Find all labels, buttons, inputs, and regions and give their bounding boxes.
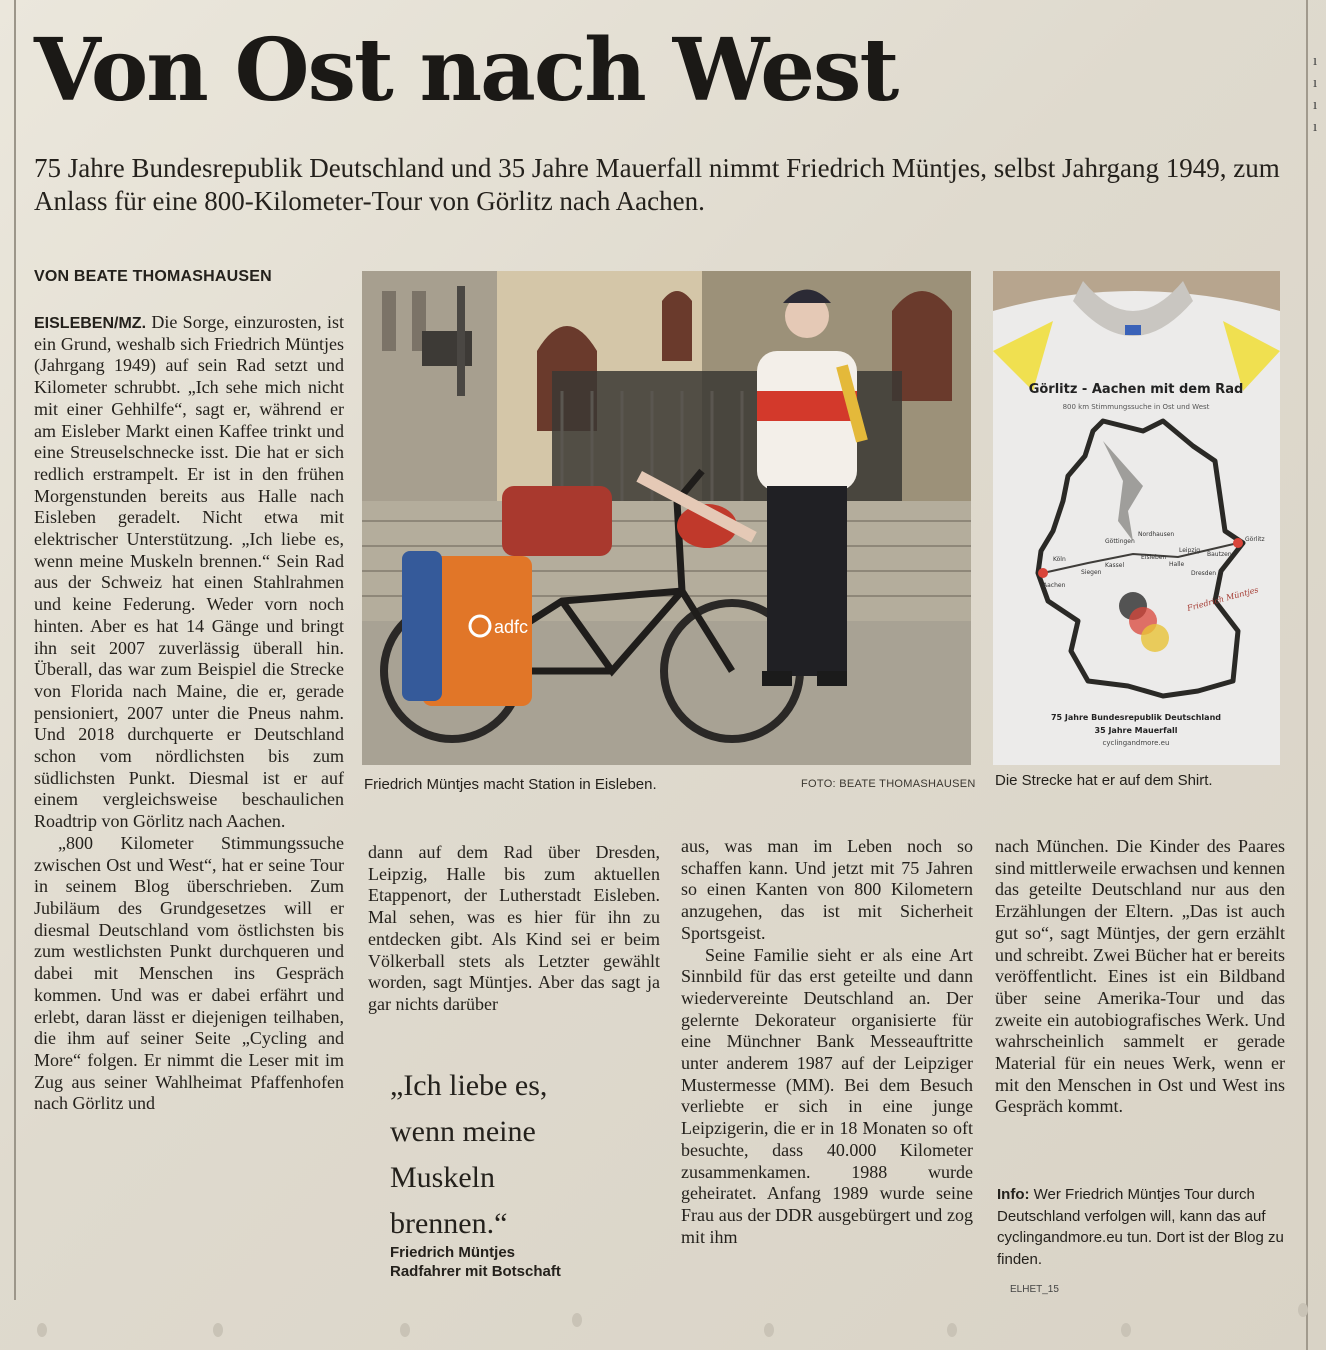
pullquote-role: Radfahrer mit Botschaft [390,1263,561,1280]
photo-caption-main: Friedrich Müntjes macht Station in Eisleben. [364,776,657,793]
city-siegen: Siegen [1081,569,1102,576]
photo-credit: FOTO: BEATE THOMASHAUSEN [801,778,976,790]
city-eisleben: Eisleben [1141,554,1167,561]
paragraph-6: nach München. Die Kinder des Paares sind mittlerweile erwachsen und kennen das geteilte Deutschland nur aus den Erzählungen der Eltern. „Das ist auch gut so“, sagt Müntjes, der gern erzählt und schreibt. Zwei Bücher hat er bereits veröffentlicht. Eines ist ein Bildband über seine Amerika-Tour und das zweite ein autobiografisches Werk. Und wahrscheinlich sammelt er gerade Material für ein neues Werk, wenn er mit den Menschen in Ost und West ins Gespräch kommt. [995,836,1285,1117]
paragraph-5: Seine Familie sieht er als eine Art Sinnbild für das erst geteilte und dann wiedervereinte Deutschland an. Der gelernte Dekorateur organisierte für eine Münchner Bank Messeauftritte unter anderem 1987 auf der Leipziger Mustermesse (MM). Bei dem Besuch verliebte er sich in eine junge Leipzigerin, die er in 18 Monaten so oft besuchte, dass 40.000 Kilometer zusammenkamen. 1988 wurde geheiratet. Anfang 1989 wurde seine Frau aus der DDR ausgebürgert und zog mit ihm [681,944,973,1247]
cyclist-photo [362,271,971,765]
column-rule-right [1306,0,1308,1350]
paragraph-1: EISLEBEN/MZ. Die Sorge, einzurosten, ist ein Grund, weshalb sich Friedrich Müntjes (Jahrgang 1949) auf sein Rad setzt und Kilometer schrubbt. „Ich sehe mich nicht mit einer Gehhilfe“, sagt er, während er am Eisleber Markt einen Kaffee trinkt und eine Streuselschnecke isst. Die hat er sich redlich erstrampelt. Er ist in den frühen Morgenstunden bereits aus Halle nach Eisleben geradelt. Nicht etwa mit elektrischer Unterstützung. „Ich liebe es, wenn meine Muskeln brennen.“ Sein Rad aus der Schweiz hat einen Stahlrahmen und keine Federung. Weder vorn noch hinten. Aber es hat 14 Gänge und bringt ihn seit 2007 zuverlässig überall hin. Überall, das war zum Beispiel die Strecke von Florida nach Maine, die er, gerade pensioniert, 2007 unter die Pneus nahm. Und 2018 durchquerte er Deutschland schon vom nördlichsten bis zum südlichsten Punkt. Diesmal ist er auf einem vergleichsweise beschaulichen Roadtrip von Görlitz nach Aachen. [34,312,344,832]
pullquote: „Ich liebe es, wenn meine Muskeln brennen.“ [390,1069,548,1240]
adjacent-page-edge: ı ı ı ı [1313,53,1318,135]
city-halle: Halle [1169,561,1185,568]
lead-paragraph: 75 Jahre Bundesrepublik Deutschland und 35 Jahre Mauerfall nimmt Friedrich Müntjes, selbst Jahrgang 1949, zum Anlass für eine 800-Kilometer-Tour von Görlitz nach Aachen. [34,153,1280,216]
shirt-route-map [993,271,1280,765]
city-nordhausen: Nordhausen [1138,531,1175,538]
shirt-title: Görlitz - Aachen mit dem Rad [1028,382,1244,397]
info-box [997,1184,1287,1270]
city-kassel: Kassel [1105,562,1125,569]
city-leipzig: Leipzig [1179,547,1201,554]
article-column-1 [34,312,344,1115]
column-rule-left [14,0,16,1300]
paragraph-4: aus, was man im Leben noch so schaffen kann. Und jetzt mit 75 Jahren so einen Kanten von 800 Kilometern anzugehen, das ist mit Sicherheit Sportsgeist. [681,836,973,943]
city-dresden: Dresden [1191,570,1217,577]
info-label: Info: [997,1186,1030,1203]
photo-caption-shirt: Die Strecke hat er auf dem Shirt. [995,772,1213,789]
city-koeln: Köln [1053,556,1066,563]
city-aachen: Aachen [1043,582,1066,589]
paragraph-2: „800 Kilometer Stimmungssuche zwischen Ost und West“, hat er seine Tour in seinem Blog überschrieben. Zum Jubiläum des Grundgesetzes will er diesmal Deutschland vom östlichsten bis zum westlichsten Punkt durchqueren und dabei mit Menschen ins Gespräch kommen. Und was er dabei erfährt und erlebt, daran lässt er diejenigen teilhaben, die ihm auf seiner Seite „Cycling and More“ folgen. Er nimmt die Leser mit im Zug aus seiner Wahlheimat Pfaffenhofen nach Görlitz und [34,832,344,1114]
shirt-subtitle: 800 km Stimmungssuche in Ost und West [1062,403,1210,411]
byline: VON BEATE THOMASHAUSEN [34,268,272,285]
binding-holes [0,1300,1326,1350]
shirt-photo [993,271,1280,765]
page-code: ELHET_15 [1010,1284,1059,1295]
info-text: Wer Friedrich Müntjes Tour durch Deutschland verfolgen will, kann das auf cyclingandmore.eu tun. Dort ist der Blog zu finden. [997,1186,1284,1268]
shirt-url: cyclingandmore.eu [1102,739,1170,747]
pullquote-name: Friedrich Müntjes [390,1244,516,1261]
bag-logo-text: adfc [494,617,529,637]
article-column-2 [368,842,660,1016]
headline: Von Ost nach West [34,20,898,121]
shirt-footer-1: 75 Jahre Bundesrepublik Deutschland [1050,713,1222,722]
city-bautzen: Bautzen [1207,551,1232,558]
paragraph-3: dann auf dem Rad über Dresden, Leipzig, Halle bis zum aktuellen Etappenort, der Lutherstadt Eisleben. Mal sehen, was es hier für ihn zu entdecken gibt. Als Kind sei er beim Völkerball stets als Letzter gewählt worden, sagt Müntjes. Aber das sagt ja gar nichts darüber [368,842,660,1014]
cyclist-photo-image [362,271,971,765]
city-goerlitz: Görlitz [1245,536,1265,543]
article-column-4 [995,836,1285,1118]
shirt-footer-2: 35 Jahre Mauerfall [1094,726,1178,735]
article-column-3 [681,836,973,1248]
dateline: EISLEBEN/MZ. [34,315,147,332]
city-goettingen: Göttingen [1105,538,1135,545]
shirt-signature: Friedrich Müntjes [1186,585,1260,613]
